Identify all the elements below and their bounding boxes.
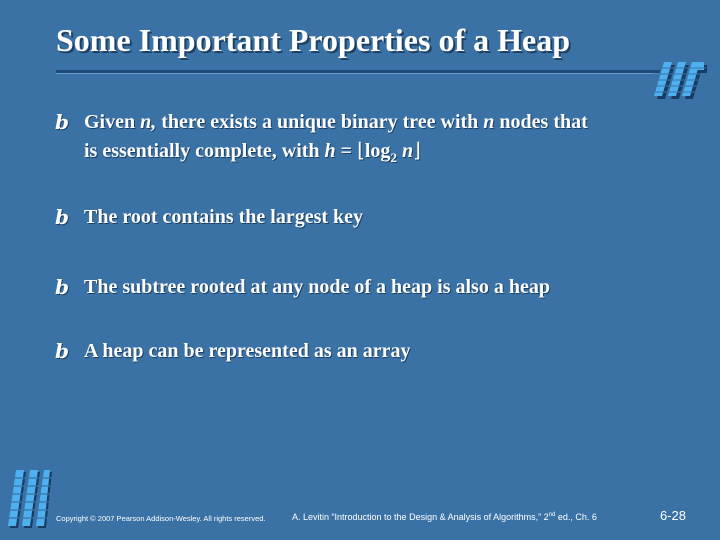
bullet-1-text-c: nodes that [494, 111, 588, 133]
citation-text-a: A. Levitin “Introduction to the Design & Analysis of Algorithms,” 2 [292, 512, 549, 522]
bullet-text-2: The root contains the largest key [84, 206, 364, 228]
citation-text-b: ed., Ch. 6 [555, 512, 597, 522]
math-log-base: 2 [390, 150, 397, 165]
math-n-1: n, [140, 111, 157, 133]
bullet-text-3: The subtree rooted at any node of a heap is also a heap [84, 276, 550, 298]
bullet-marker: b [55, 339, 69, 363]
bullet-marker: b [55, 275, 69, 299]
slide-title: Some Important Properties of a Heap [56, 22, 570, 58]
math-log: log [364, 140, 391, 162]
math-n-2: n [483, 111, 495, 133]
bullet-text-1 [84, 108, 704, 172]
bullet-1-text-b: there exists a unique binary tree with [156, 111, 484, 133]
math-h: h [324, 140, 336, 162]
publisher-logo-icon [648, 56, 708, 100]
citation [292, 512, 597, 522]
bullet-1-text-a: Given [84, 111, 141, 133]
bullet-marker: b [55, 110, 69, 134]
publisher-logo-corner-icon [4, 462, 52, 530]
bullet-marker: b [55, 205, 69, 229]
bullet-1-line-2 [84, 136, 704, 172]
page-number: 6-28 [660, 508, 687, 523]
math-equals: = [335, 140, 358, 162]
bullet-text-4: A heap can be represented as an array [84, 340, 411, 362]
copyright-notice: Copyright © 2007 Pearson Addison-Wesley. All rights reserved. [56, 514, 266, 523]
title-rule-highlight [56, 73, 660, 74]
floor-right-bracket: ⌋ [413, 138, 421, 162]
floor-left-bracket: ⌊ [357, 138, 365, 162]
bullet-1-text-d: is essentially complete, with [84, 140, 325, 162]
math-n-3: n [396, 140, 414, 162]
bullet-1-line-1 [84, 108, 704, 136]
citation-superscript: nd [548, 512, 556, 518]
